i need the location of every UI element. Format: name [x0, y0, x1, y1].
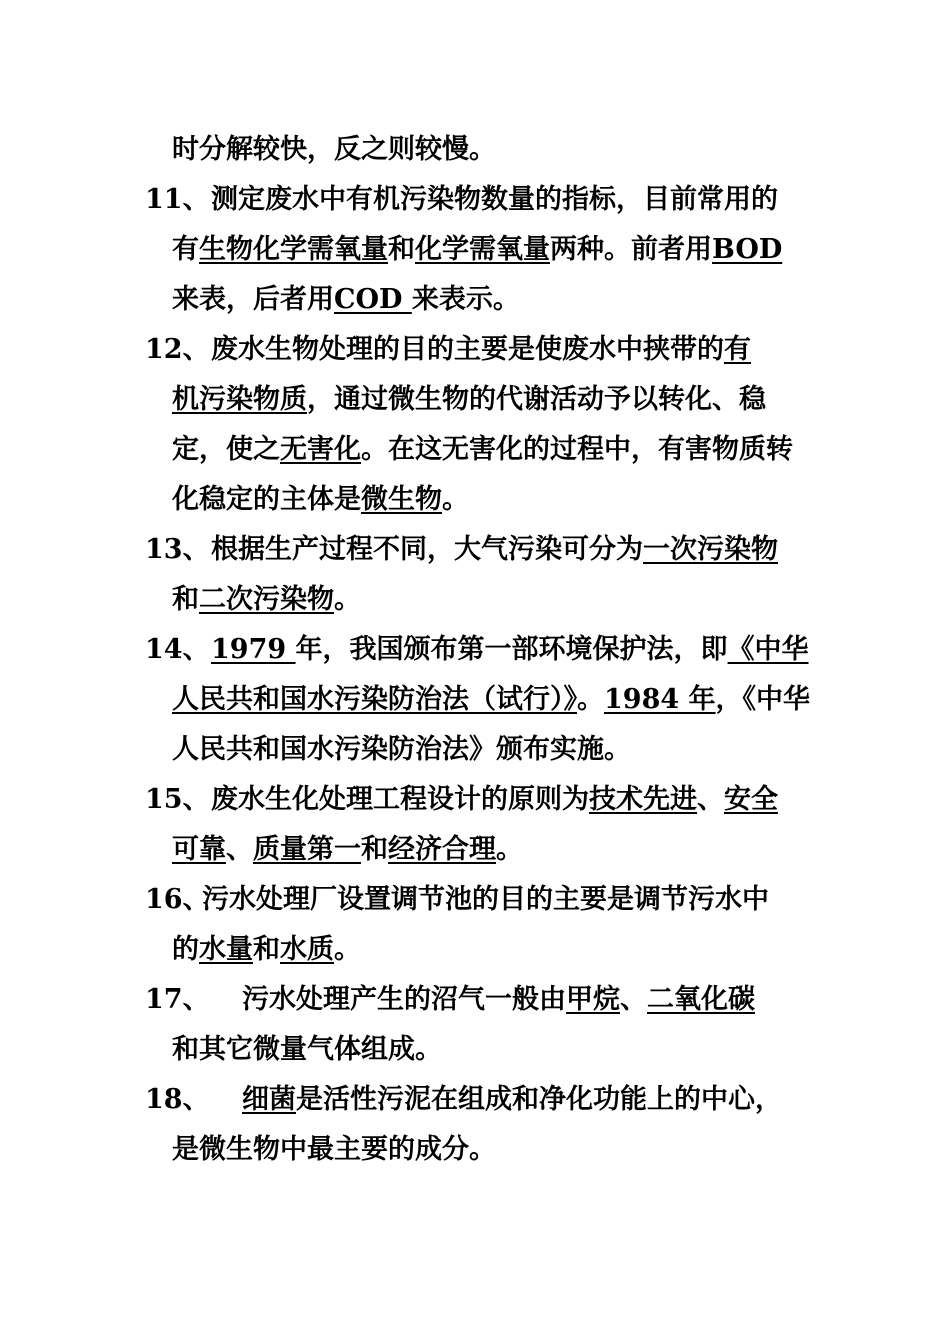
text-segment: 的 — [172, 934, 199, 965]
answer-blank: 二次污染物 — [199, 584, 334, 615]
text-segment: 来表示。 — [411, 284, 520, 315]
answer-blank: 安全 — [724, 784, 778, 815]
text-segment: 。在这无害化的过程中，有害物质转 — [361, 434, 793, 465]
text-line — [202, 883, 769, 917]
text-segment: 。 — [334, 584, 361, 615]
text-line — [172, 683, 810, 717]
item-number: 13、 — [145, 534, 210, 565]
answer-blank: 1984 年 — [604, 684, 716, 715]
item-number: 18、 — [145, 1084, 210, 1115]
text-line — [172, 433, 793, 467]
text-segment: 。 — [334, 934, 361, 965]
text-segment: ，《中华 — [715, 684, 811, 715]
text-segment: 废水生化处理工程设计的原则为 — [211, 784, 589, 815]
item-number: 12、 — [145, 334, 210, 365]
answer-blank: 生物化学需氧量 — [199, 234, 388, 265]
item-number: 11、 — [145, 184, 210, 215]
item-number: 15、 — [145, 784, 210, 815]
answer-blank: 微生物 — [361, 484, 442, 515]
text-segment: 两种。前者用 — [550, 234, 712, 265]
answer-blank: 甲烷 — [566, 984, 620, 1015]
text-line — [211, 183, 778, 217]
text-line — [172, 483, 469, 517]
text-segment: 化稳定的主体是 — [172, 484, 361, 515]
text-segment: 污水处理厂设置调节池的目的主要是调节污水中 — [202, 884, 769, 915]
text-line — [172, 133, 496, 167]
answer-blank: 化学需氧量 — [415, 234, 550, 265]
text-segment: 定，使之 — [172, 434, 280, 465]
text-segment: 。 — [442, 484, 469, 515]
answer-blank: 人民共和国水污染防治法（试行）》 — [172, 684, 577, 715]
text-segment: 时分解较快，反之则较慢。 — [172, 134, 496, 165]
text-line — [172, 1033, 442, 1067]
text-segment: 测定废水中有机污染物数量的指标，目前常用的 — [211, 184, 778, 215]
answer-blank: 二氧化碳 — [647, 984, 755, 1015]
text-segment: 和 — [361, 834, 388, 865]
text-line — [211, 333, 751, 367]
text-segment: 、 — [226, 834, 253, 865]
answer-blank: 经济合理 — [388, 834, 496, 865]
text-line — [172, 933, 361, 967]
text-segment: 和 — [388, 234, 415, 265]
text-line — [211, 533, 778, 567]
answer-blank: 水量 — [199, 934, 253, 965]
text-segment: 是微生物中最主要的成分。 — [172, 1134, 496, 1165]
text-segment: 是活性污泥在组成和净化功能上的中心， — [296, 1084, 782, 1115]
answer-blank: 一次污染物 — [643, 534, 778, 565]
text-segment: 、 — [697, 784, 724, 815]
answer-blank: 水质 — [280, 934, 334, 965]
text-segment: 和 — [172, 584, 199, 615]
text-segment: 来表，后者用 — [172, 284, 334, 315]
text-segment: 人民共和国水污染防治法》颁布实施。 — [172, 734, 631, 765]
answer-blank: 细菌 — [242, 1084, 296, 1115]
text-line — [211, 783, 778, 817]
answer-blank: BOD — [712, 234, 783, 265]
item-number: 14、 — [145, 634, 210, 665]
answer-blank: 《中华 — [727, 634, 809, 665]
text-line — [242, 1083, 782, 1117]
text-segment: 、 — [620, 984, 647, 1015]
text-segment: 污水处理产生的沼气一般由 — [242, 984, 566, 1015]
text-segment: 。 — [577, 684, 604, 715]
text-segment: 和其它微量气体组成。 — [172, 1034, 442, 1065]
text-segment: 。 — [496, 834, 523, 865]
text-line — [242, 983, 755, 1017]
item-number: 17、 — [145, 984, 210, 1015]
text-line — [172, 1133, 496, 1167]
answer-blank: 无害化 — [280, 434, 361, 465]
text-line — [172, 383, 766, 417]
answer-blank: 技术先进 — [589, 784, 697, 815]
text-segment: 和 — [253, 934, 280, 965]
text-line — [211, 633, 809, 667]
item-number: 16、 — [145, 884, 210, 915]
answer-blank: 有 — [724, 334, 751, 365]
text-line — [172, 733, 631, 767]
text-line — [172, 233, 782, 267]
text-line — [172, 283, 520, 317]
text-segment: 年，我国颁布第一部环境保护法，即 — [295, 634, 728, 665]
answer-blank: 可靠 — [172, 834, 226, 865]
answer-blank: COD — [334, 284, 412, 315]
text-line — [172, 833, 523, 867]
answer-blank: 1979 — [211, 634, 296, 665]
text-line — [172, 583, 361, 617]
text-segment: 废水生物处理的目的主要是使废水中挟带的 — [211, 334, 724, 365]
answer-blank: 质量第一 — [253, 834, 361, 865]
text-segment: ，通过微生物的代谢活动予以转化、稳 — [307, 384, 766, 415]
text-segment: 根据生产过程不同，大气污染可分为 — [211, 534, 643, 565]
text-segment: 有 — [172, 234, 199, 265]
answer-blank: 机污染物质 — [172, 384, 307, 415]
